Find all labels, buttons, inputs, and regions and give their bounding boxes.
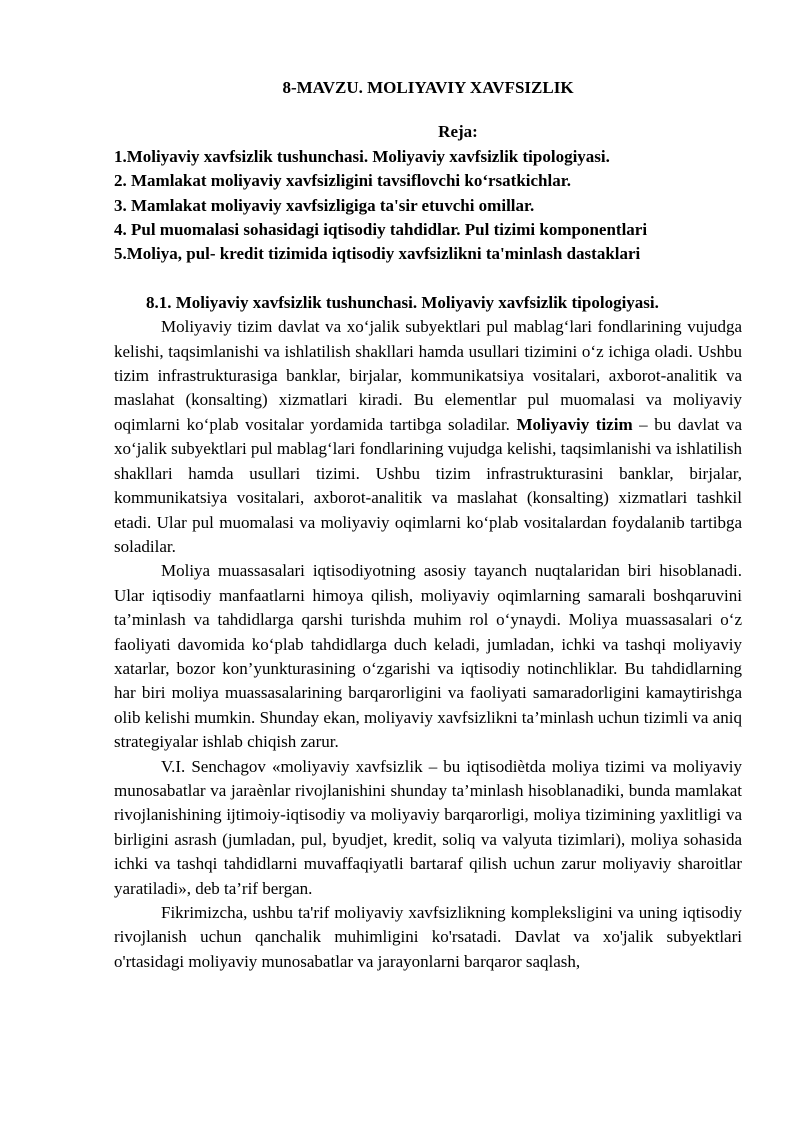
plan-list bbox=[114, 145, 742, 267]
paragraph-2: Moliya muassasalari iqtisodiyotning asosiy tayanch nuqtalaridan biri hisoblanadi. Ular iqtisodiy manfaatlarni himoya qilish, moliyaviy oqimlarning samarali boshqaruvini ta’minlash va tahdidlarga qarshi turishda muhim rol o‘ynaydi. Moliya muassasalari o‘z faoliyati davomida ko‘plab tahdidlarga duch keladi, jumladan, ichki va tashqi moliyaviy xatarlar, bozor kon’yunkturasining o‘zgarishi va iqtisodiy notinchliklar. Bu tahdidlarning har biri moliya muassasalarining barqarorligini va faoliyati samaradorligini kamaytirishga olib kelishi mumkin. Shunday ekan, moliyaviy xavfsizlikni ta’minlash uchun tizimli va aniq strategiyalar ishlab chiqish zarur. bbox=[114, 561, 742, 752]
document-title: 8-MAVZU. MOLIYAVIY XAVFSIZLIK bbox=[282, 78, 574, 97]
paragraph-3: V.I. Senchagov «moliyaviy xavfsizlik – bu iqtisodiètda moliya tizimi va moliyaviy munosabatlar va jaraènlar rivojlanishini shunday ta’minlash hisoblanadiki, bunda mamlakat rivojlanishining ijtimoiy-iqtisodiy va moliyaviy barqarorligi, moliya tizimining yaxlitligi va birligini asrash (jumladan, pul, byudjet, kredit, soliq va valyuta tizimlari), moliya sohasida ichki va tashqi tahdidlarni muvaffaqiyatli bartaraf qilish uchun zarur moliyaviy sharoitlar yaratiladi», deb ta’rif bergan. bbox=[114, 756, 742, 898]
paragraph-1-term: Moliyaviy tizim bbox=[516, 414, 633, 434]
plan-item-5: 5.Moliya, pul- kredit tizimida iqtisodiy xavfsizlikni ta'minlash dastaklari bbox=[114, 244, 641, 264]
spacer bbox=[114, 267, 742, 291]
plan-label: Reja: bbox=[438, 122, 478, 142]
document-page bbox=[114, 72, 742, 974]
section-heading: 8.1. Moliyaviy xavfsizlik tushunchasi. Moliyaviy xavfsizlik tipologiyasi. bbox=[146, 292, 659, 312]
plan-item-2: 2. Mamlakat moliyaviy xavfsizligini tavsiflovchi ko‘rsatkichlar. bbox=[114, 171, 571, 191]
paragraph-4: Fikrimizcha, ushbu ta'rif moliyaviy xavfsizlikning kompleksligini va uning iqtisodiy rivojlanish uchun qanchalik muhimligini ko'rsatadi. Davlat va xo'jalik subyektlari o'rtasidagi moliyaviy munosabatlar va jarayonlarni barqaror saqlash, bbox=[114, 903, 742, 971]
plan-item-1: 1.Moliyaviy xavfsizlik tushunchasi. Moliyaviy xavfsizlik tipologiyasi. bbox=[114, 146, 610, 166]
plan-item-4: 4. Pul muomalasi sohasidagi iqtisodiy tahdidlar. Pul tizimi komponentlari bbox=[114, 220, 648, 240]
plan-item-3: 3. Mamlakat moliyaviy xavfsizligiga ta'sir etuvchi omillar. bbox=[114, 195, 535, 215]
paragraph-1-text-a: Moliyaviy tizim davlat va xo‘jalik subyektlari pul mablag‘lari fondlarining vujudga kelishi, taqsimlanishi va ishlatilish shakllari hamda usullari tizimini o‘z ichiga oladi. Ushbu tizim infrastrukturasiga banklar, birjalar, kommunikatsiya vositalari, axborot-analitik va maslahat (konsalting) xizmatlari kiradi. Bu elementlar pul muomalasi va moliyaviy oqimlarni ko‘plab vositalar yordamida tartibga soladilar. bbox=[114, 317, 742, 434]
paragraph-1-text-b: – bu davlat va xo‘jalik subyektlari pul mablag‘lari fondlarining vujudga kelishi, taqsimlanishi va ishlatilish shakllari hamda usullari tizimi. Ushbu tizim infrastrukturasini banklar, birjalar, kommunikatsiya vositalari, axborot-analitik va maslahat (konsalting) xizmatlari tashkil etadi. Ular pul muomalasi va moliyaviy oqimlarni ko‘plab vositalardan foydalanib tartibga soladilar. bbox=[114, 414, 742, 556]
paragraph-1 bbox=[114, 315, 742, 559]
